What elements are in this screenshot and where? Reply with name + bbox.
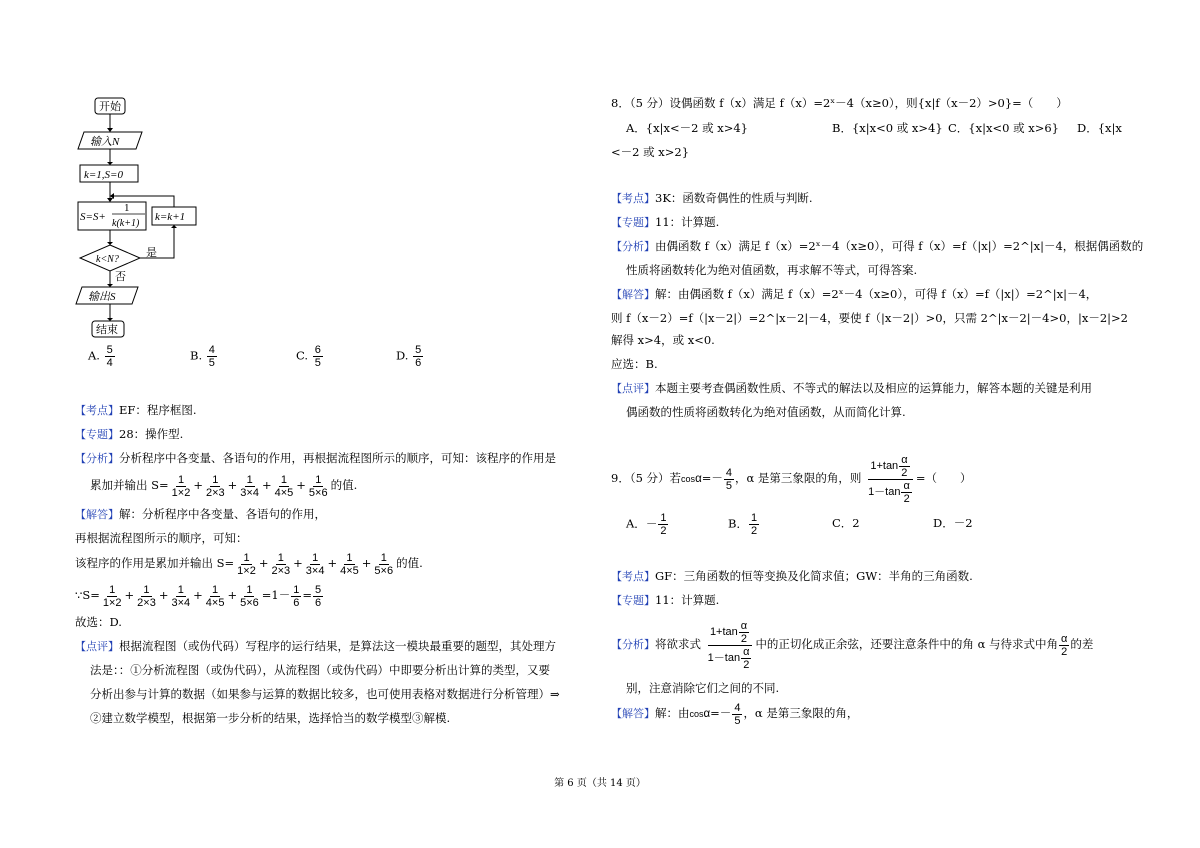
q8-jieda-3: 解得 x>4，或 x<0. [611,333,715,347]
flow-init-label: k=1,S=0 [84,169,123,181]
q8-option-a: A．{x|x<－2 或 x>4} [626,121,748,135]
q7-jieda-2: 再根据流程图所示的顺序，可知： [75,531,248,545]
q7-dianping-2: 法是：：①分析流程图（或伪代码），从流程图（或伪代码）中即要分析出计算的类型，又要 [90,663,550,677]
q8-option-d: D．{x|x [1077,121,1122,135]
q7-fenxi-1: 【分析】分析程序中各变量、各语句的作用，再根据流程图所示的顺序，可知：该程序的作用是 [75,451,556,465]
flow-condition-label: k<N? [96,254,119,265]
q9-tan-fraction: 1+tan $\frac{\alpha}{2}$ 1－tan $\frac{\alpha}{2}$ [866,454,915,505]
q8-option-d-cont: <－2 或 x>2} [611,145,690,159]
q9-option-d: D．－2 [933,516,973,530]
flow-end-label: 结束 [96,324,118,336]
q7-jieda-5: 故选：D. [75,615,122,629]
q8-jieda-2: 则 f（x－2）=f（|x－2|）=2^|x－2|－4，要使 f（|x－2|）>0，只需 2^|x－2|－4>0，|x－2|>2 [611,311,1128,325]
q8-stem: 8．（5 分）设偶函数 f（x）满足 f（x）=2ˣ－4（x≥0），则{x|f（x－2）>0}=（ ） [611,96,1068,110]
flow-no-label: 否 [115,271,126,283]
q7-option-b: B. $\frac{4}{5}$ [190,344,215,369]
flow-update-s-num: 1 [124,202,130,214]
q8-fenxi-2: 性质将函数转化为绝对值函数，再求解不等式，可得答案. [626,263,918,277]
q7-fenxi-2: 累加并输出 S= $\frac{1}{1\times 2}$ + $\frac{1}{2\times 3}$ + $\frac{1}{3\times 4}$ + $\frac{1}{4\times 5}$ + $\frac{1}{5\times 6}$ 的值. [90,473,358,499]
q8-dianping-1: 【点评】本题主要考查偶函数性质、不等式的解法以及相应的运算能力，解答本题的关键是利用 [611,381,1092,395]
q7-dianping-4: ②建立数学模型，根据第一步分析的结果，选择恰当的数学模型③解模. [90,711,451,725]
q8-jieda-4: 应选：B. [611,357,658,371]
q9-jieda: 【解答】解：由cosα=－ $\frac{4}{5}$ ，α 是第三象限的角， [611,701,859,727]
q9-option-a: A．－ $\frac{1}{2}$ [626,512,667,537]
flowchart [70,90,220,350]
q8-jieda-1: 【解答】解：由偶函数 f（x）满足 f（x）=2ˣ－4（x≥0），可得 f（x）=f（|x|）=2^|x|－4， [611,287,1098,301]
flow-update-s-den: k(k+1) [112,218,140,229]
q7-jieda-4: ∵S= $\frac{1}{1\times 2}$ + $\frac{1}{2\times 3}$ + $\frac{1}{3\times 4}$ + $\frac{1}{4\times 5}$ + $\frac{1}{5\times 6}$ =1－ $\frac{1}{6}$ = $\frac{5}{6}$ [75,583,322,609]
q9-fenxi-2: 别，注意消除它们之间的不同. [626,681,780,695]
q8-option-c: C．{x|x<0 或 x>6} [948,121,1059,135]
q9-option-c: C．2 [832,516,860,530]
q9-stem: 9．（5 分）若cosα=－ $\frac{4}{5}$ ，α 是第三象限的角，则 1+tan $\frac{\alpha}{2}$ 1－tan $\frac{\alpha}{2}$ =（ ） [611,453,972,505]
q7-dianping-3: 分析出参与计算的数据（如果参与运算的数据比较多，也可使用表格对数据进行分析管理）⇒ [90,687,560,701]
q9-zhuanti: 【专题】11：计算题. [611,593,720,607]
q8-fenxi-1: 【分析】由偶函数 f（x）满足 f（x）=2ˣ－4（x≥0），可得 f（x）=f（|x|）=2^|x|－4，根据偶函数的 [611,239,1144,253]
q7-option-d: D. $\frac{5}{6}$ [396,344,422,369]
q9-fenxi-1: 【分析】将欲求式 1+tan $\frac{\alpha}{2}$ 1－tan $\frac{\alpha}{2}$ 中的正切化成正余弦，还要注意条件中的角 α 与待求式中角 $\frac{\alpha}{2}$ 的差 [611,619,1094,671]
flow-update-s-label: S=S+ [80,211,106,223]
q7-option-a: A. $\frac{5}{4}$ [88,344,113,369]
q9-kaodian: 【考点】GF：三角函数的恒等变换及化简求值；GW：半角的三角函数. [611,569,973,583]
q7-dianping-1: 【点评】根据流程图（或伪代码）写程序的运行结果，是算法这一模块最重要的题型，其处理方 [75,639,556,653]
q7-jieda-1: 【解答】解：分析程序中各变量、各语句的作用， [75,507,326,521]
q9-option-b: B． $\frac{1}{2}$ [728,512,758,537]
q7-jieda-3: 该程序的作用是累加并输出 S= $\frac{1}{1\times 2}$ + $\frac{1}{2\times 3}$ + $\frac{1}{3\times 4}$ + $\frac{1}{4\times 5}$ + $\frac{1}{5\times 6}$ 的值. [75,551,423,577]
flow-start-label: 开始 [99,101,121,113]
flow-update-k-label: k=k+1 [155,211,186,223]
flow-output-label: 输出S [88,291,116,303]
q8-option-b: B．{x|x<0 或 x>4} [832,121,943,135]
q7-zhuanti: 【专题】28：操作型. [75,427,184,441]
q8-zhuanti: 【专题】11：计算题. [611,215,720,229]
q7-kaodian: 【考点】EF：程序框图. [75,403,197,417]
flow-input-label: 输入N [90,136,120,148]
q8-kaodian: 【考点】3K：函数奇偶性的性质与判断. [611,191,813,205]
flow-yes-label: 是 [146,247,157,259]
q8-dianping-2: 偶函数的性质将函数转化为绝对值函数，从而简化计算. [626,405,906,419]
q7-option-c: C. $\frac{6}{5}$ [296,344,321,369]
page-footer: 第 6 页（共 14 页） [554,778,646,789]
